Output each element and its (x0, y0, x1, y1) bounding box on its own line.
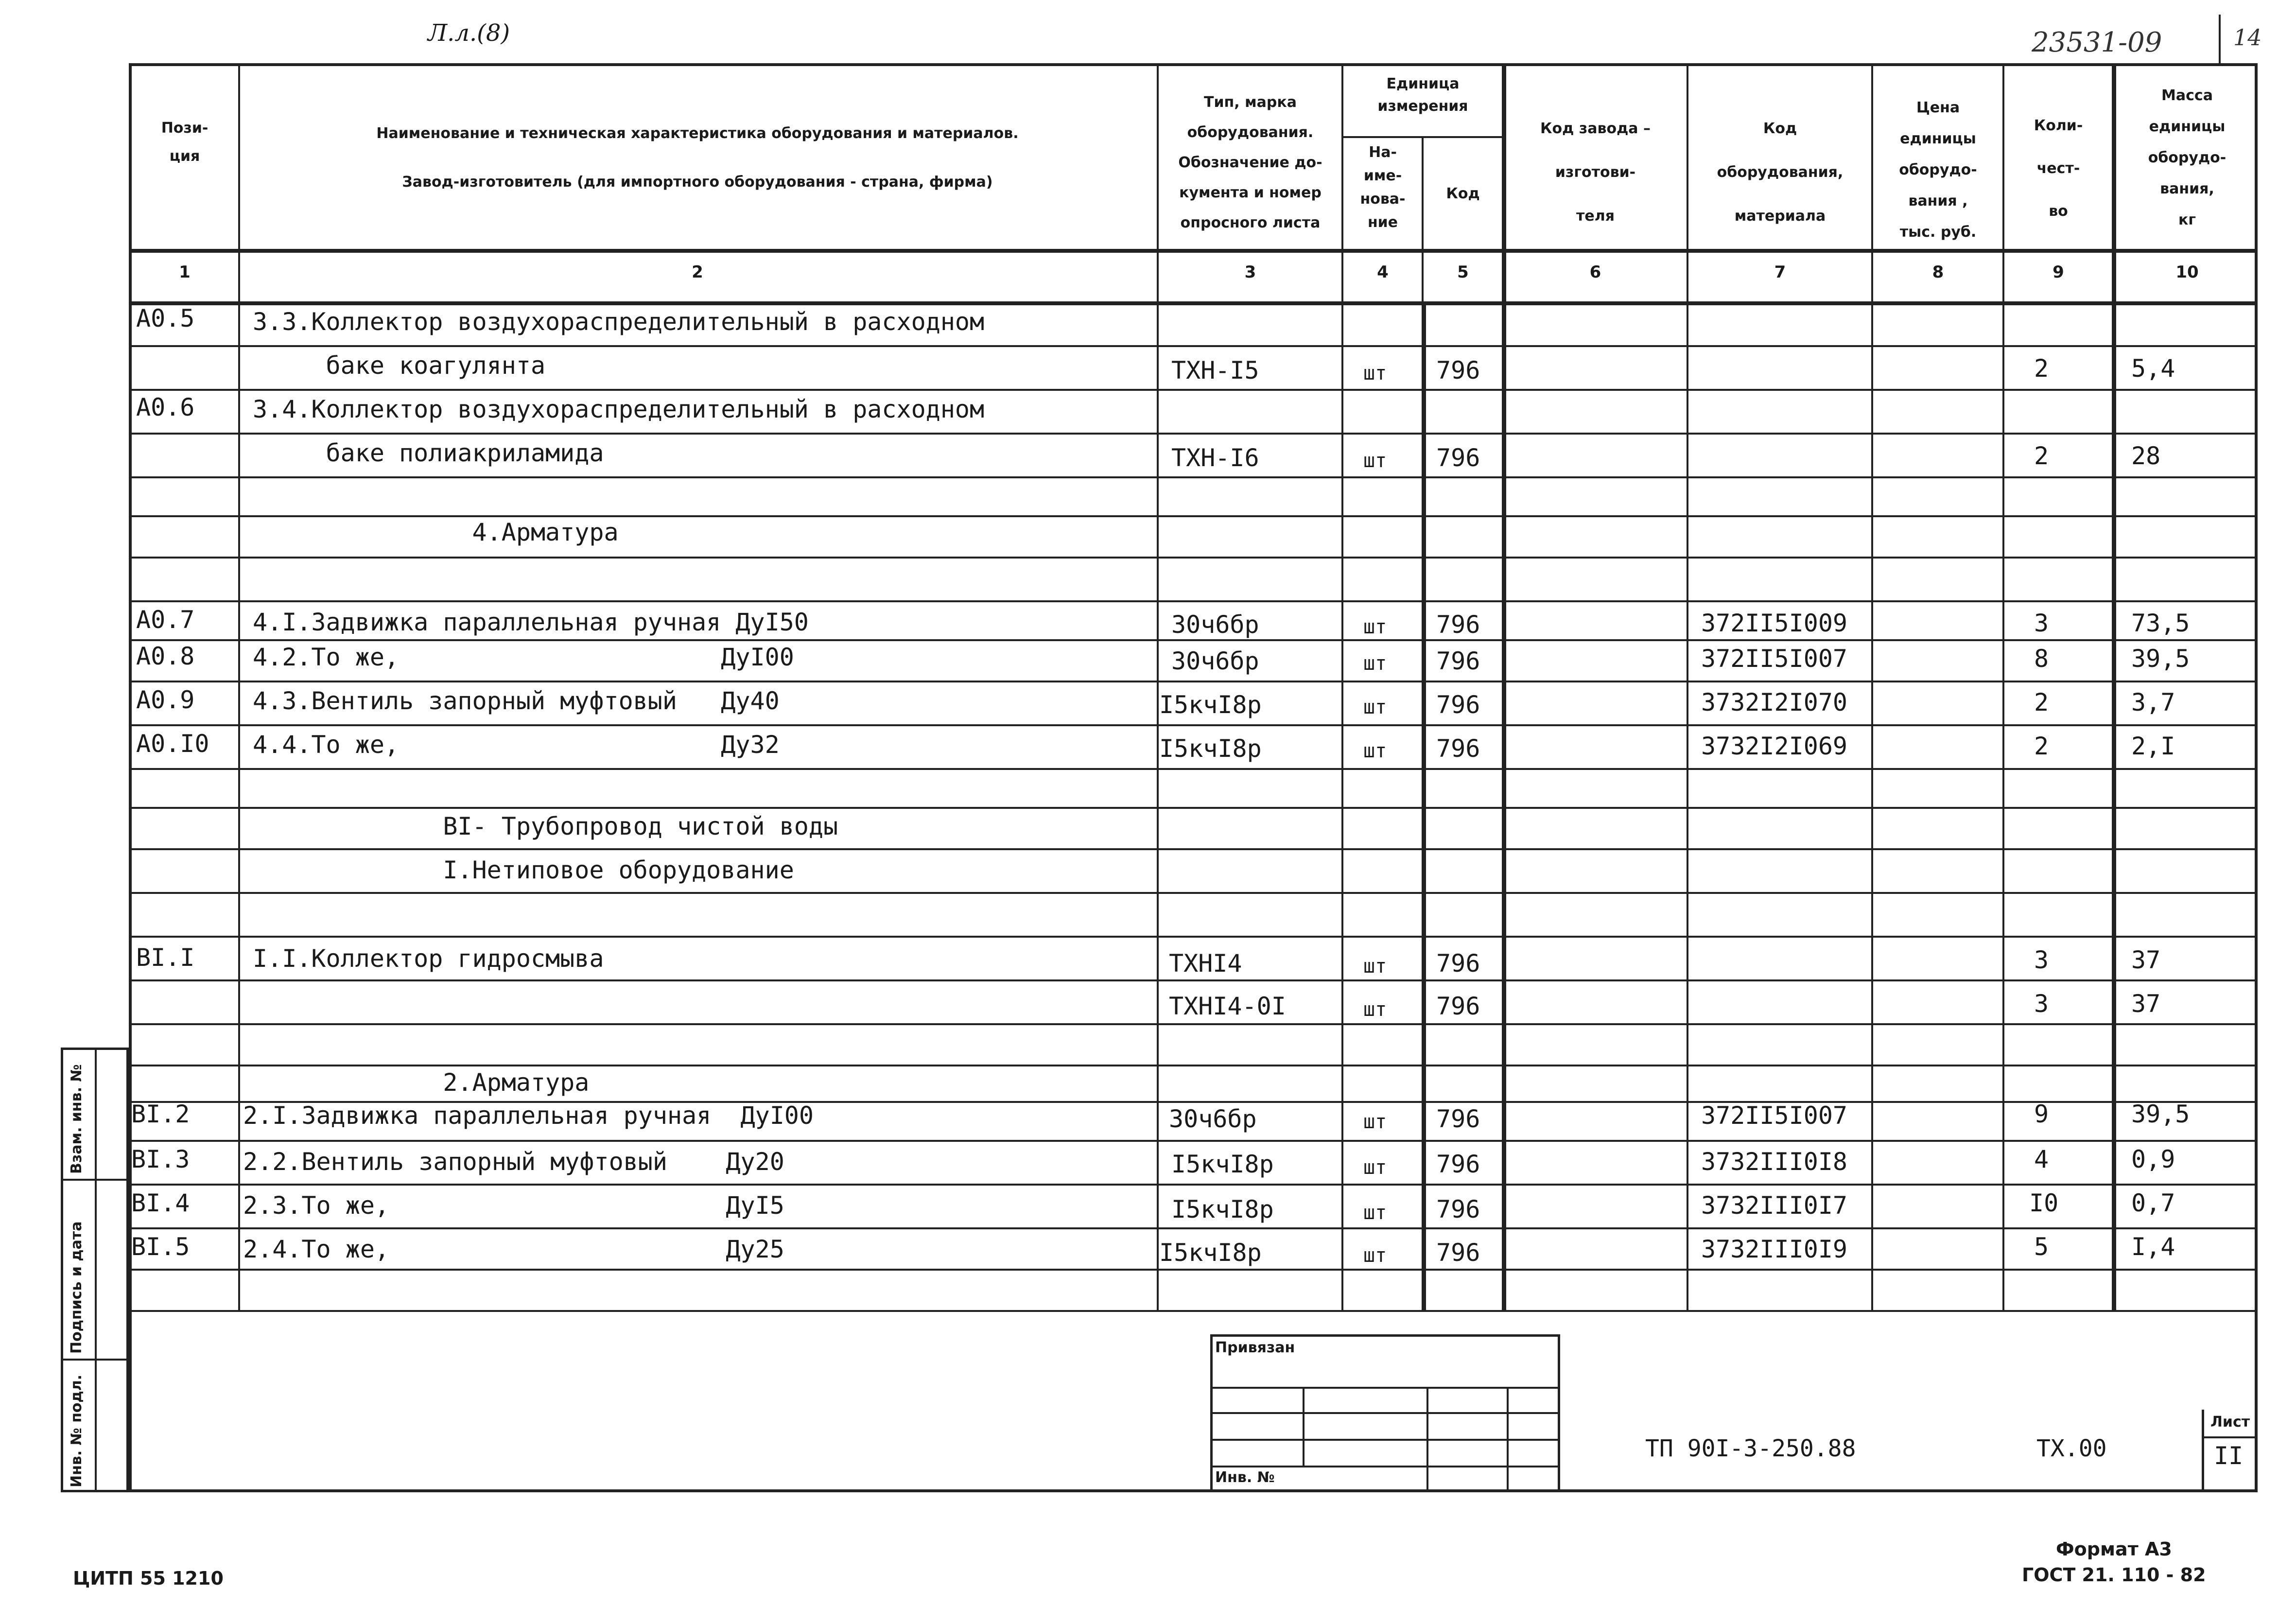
row-mass: 3,7 (2131, 688, 2175, 716)
row-mass: 28 (2131, 442, 2161, 470)
row-unit-code: 796 (1436, 691, 1480, 719)
row-unit-code: 796 (1436, 1239, 1480, 1267)
row-equipment-code: 3732І2І069 (1701, 732, 1848, 760)
handwritten-page-number: 14 (2233, 24, 2262, 51)
row-position: А0.7 (136, 606, 195, 634)
row-quantity: 4 (2034, 1145, 2049, 1173)
header-price: Цена единицы оборудо- вания , тыс. руб. (1899, 99, 1977, 241)
row-position: ВІ.І (136, 943, 195, 972)
row-unit-code: 796 (1436, 1195, 1480, 1223)
col-number: 3 (1244, 262, 1256, 282)
row-quantity: 3 (2034, 990, 2049, 1018)
sheet-label: Л.л.(8) (428, 19, 510, 47)
header-mass: Масса единицы оборудо- вания, кг (2148, 87, 2226, 228)
row-unit: шт (1363, 1156, 1387, 1179)
column-number-line (129, 301, 2258, 305)
header-name: Наименование и техническая характеристика оборудования и материалов. Завод-изготовитель (для импортного оборудования - страна, фирма) (376, 125, 1019, 191)
row-unit: шт (1363, 1111, 1387, 1133)
row-name: 3.3.Коллектор воздухораспределительный в расходном (253, 308, 985, 336)
col-number: 9 (2052, 262, 2064, 282)
row-quantity: 9 (2034, 1100, 2049, 1128)
row-position: А0.І0 (136, 730, 209, 758)
side-stamp-inv-podl: Инв. № подл. (68, 1374, 85, 1487)
footer-gost: ГОСТ 21. 110 - 82 (2022, 1564, 2206, 1586)
row-type: І5кчІ8р (1171, 1150, 1274, 1178)
inv-number-label: Инв. № (1215, 1469, 1275, 1486)
row-type: І5кчІ8р (1159, 1239, 1262, 1267)
row-mass: 5,4 (2131, 354, 2175, 383)
side-stamp-vzam: Взам. инв. № (68, 1064, 85, 1174)
row-quantity: 3 (2034, 609, 2049, 637)
row-equipment-code: 3732ІІІ0І8 (1701, 1148, 1848, 1176)
row-unit: шт (1363, 450, 1387, 472)
row-type: І5кчІ8р (1171, 1195, 1274, 1223)
side-stamp-podpis: Подпись и дата (68, 1221, 85, 1354)
header-manufacturer-code: Код завода – изготови- теля (1540, 120, 1651, 225)
row-unit: шт (1363, 740, 1387, 762)
row-mass: 0,7 (2131, 1189, 2175, 1217)
header-unit-name: На- име- нова- ние (1360, 144, 1406, 231)
footer-format: Формат А3 (2056, 1538, 2172, 1560)
row-unit: шт (1363, 362, 1387, 384)
row-mass: 39,5 (2131, 1100, 2190, 1128)
header-type: Тип, марка оборудования. Обозначение до- кумента и номер опросного листа (1178, 94, 1322, 231)
row-type: 30ч6бр (1171, 611, 1259, 639)
row-name: 4.І.Задвижка параллельная ручная ДуІ50 (253, 608, 809, 636)
row-unit: шт (1363, 955, 1387, 978)
row-section-title: І.Нетиповое оборудование (253, 856, 794, 884)
header-quantity: Коли- чест- во (2034, 117, 2083, 220)
row-equipment-code: 372ІІ5І007 (1701, 1101, 1848, 1130)
row-unit: шт (1363, 652, 1387, 675)
row-mass: 37 (2131, 990, 2161, 1018)
row-unit-code: 796 (1436, 1150, 1480, 1178)
col-number: 8 (1932, 262, 1944, 282)
footer-left: ЦИТП 55 1210 (73, 1568, 224, 1589)
row-unit: шт (1363, 616, 1387, 638)
row-unit-code: 796 (1436, 1105, 1480, 1133)
row-unit-code: 796 (1436, 356, 1480, 384)
row-mass: І,4 (2131, 1233, 2175, 1261)
row-type: ТХНІ4 (1169, 949, 1242, 978)
row-name: 4.3.Вентиль запорный муфтовый Ду40 (253, 687, 780, 715)
row-position: ВІ.2 (131, 1100, 190, 1128)
row-type: ТХН-І5 (1171, 356, 1259, 384)
row-quantity: 5 (2034, 1233, 2049, 1261)
col-number: 4 (1377, 262, 1389, 282)
row-quantity: 2 (2034, 688, 2049, 716)
sheet-number: ІІ (2214, 1442, 2244, 1470)
row-unit-code: 796 (1436, 647, 1480, 675)
row-quantity: 2 (2034, 354, 2049, 383)
col-number: 5 (1457, 262, 1469, 282)
row-type: ТХН-І6 (1171, 444, 1259, 472)
row-type: І5кчІ8р (1159, 734, 1262, 763)
handwritten-doc-code: 23531-09 (2032, 27, 2162, 58)
row-name: 2.3.То же, ДуІ5 (243, 1191, 784, 1220)
row-position: ВІ.5 (131, 1233, 190, 1261)
header-position: Пози- ция (161, 120, 209, 165)
row-name: баке коагулянта (253, 351, 546, 380)
row-unit-code: 796 (1436, 992, 1480, 1020)
row-equipment-code: 3732І2І070 (1701, 688, 1848, 716)
header-unit-code: Код (1446, 185, 1480, 202)
row-unit: шт (1363, 1244, 1387, 1267)
row-name: баке полиакриламида (253, 439, 604, 467)
row-position: ВІ.3 (131, 1145, 190, 1173)
header-bottom-line (129, 249, 2258, 253)
row-equipment-code: 372ІІ5І007 (1701, 645, 1848, 673)
row-mass: 0,9 (2131, 1145, 2175, 1173)
row-section-title: 2.Арматура (253, 1068, 590, 1097)
row-unit-code: 796 (1436, 734, 1480, 763)
col-number: 10 (2175, 262, 2199, 282)
row-quantity: 8 (2034, 645, 2049, 673)
document-number: ТП 90І-3-250.88 (1645, 1435, 1856, 1462)
row-name: 4.2.То же, ДуІ00 (253, 643, 794, 671)
row-section-title: 4.Арматура (253, 518, 619, 546)
row-type: 30ч6бр (1169, 1105, 1257, 1133)
row-name: 2.2.Вентиль запорный муфтовый Ду20 (243, 1148, 784, 1176)
row-unit: шт (1363, 998, 1387, 1021)
sheet-caption: Лист (2210, 1414, 2250, 1431)
header-unit-group: Единица измерения (1377, 75, 1468, 115)
row-name: І.І.Коллектор гидросмыва (253, 944, 604, 973)
row-position: ВІ.4 (131, 1189, 190, 1217)
row-section-title: ВІ- Трубопровод чистой воды (253, 812, 838, 840)
col-number: 7 (1774, 262, 1786, 282)
row-mass: 73,5 (2131, 609, 2190, 637)
row-mass: 37 (2131, 946, 2161, 974)
row-position: А0.8 (136, 642, 195, 670)
top-right-divider (2219, 15, 2221, 63)
row-name: 2.І.Задвижка параллельная ручная ДуІ00 (243, 1101, 814, 1130)
row-quantity: 2 (2034, 442, 2049, 470)
row-equipment-code: 3732ІІІ0І7 (1701, 1191, 1848, 1220)
row-unit: шт (1363, 696, 1387, 718)
header-equipment-code: Код оборудования, материала (1717, 120, 1844, 225)
row-type: ТХНІ4-0І (1169, 992, 1286, 1020)
row-type: І5кчІ8р (1159, 691, 1262, 719)
row-unit-code: 796 (1436, 611, 1480, 639)
privyazan-label: Привязан (1215, 1339, 1295, 1356)
row-quantity: 2 (2034, 732, 2049, 760)
row-unit: шт (1363, 1202, 1387, 1224)
col-number: 2 (692, 262, 703, 282)
row-name: 4.4.То же, Ду32 (253, 731, 780, 759)
row-name: 2.4.То же, Ду25 (243, 1235, 784, 1263)
row-unit-code: 796 (1436, 949, 1480, 978)
col-number: 1 (179, 262, 191, 282)
row-unit-code: 796 (1436, 444, 1480, 472)
row-position: А0.6 (136, 393, 195, 421)
row-mass: 39,5 (2131, 645, 2190, 673)
row-mass: 2,І (2131, 732, 2175, 760)
row-position: А0.5 (136, 304, 195, 332)
row-position: А0.9 (136, 686, 195, 714)
row-equipment-code: 372ІІ5І009 (1701, 609, 1848, 637)
row-quantity: І0 (2029, 1189, 2059, 1217)
row-type: 30ч6бр (1171, 647, 1259, 675)
row-quantity: 3 (2034, 946, 2049, 974)
row-equipment-code: 3732ІІІ0І9 (1701, 1235, 1848, 1263)
col-number: 6 (1589, 262, 1601, 282)
row-name: 3.4.Коллектор воздухораспределительный в расходном (253, 395, 985, 423)
document-section: ТХ.00 (2036, 1435, 2107, 1462)
